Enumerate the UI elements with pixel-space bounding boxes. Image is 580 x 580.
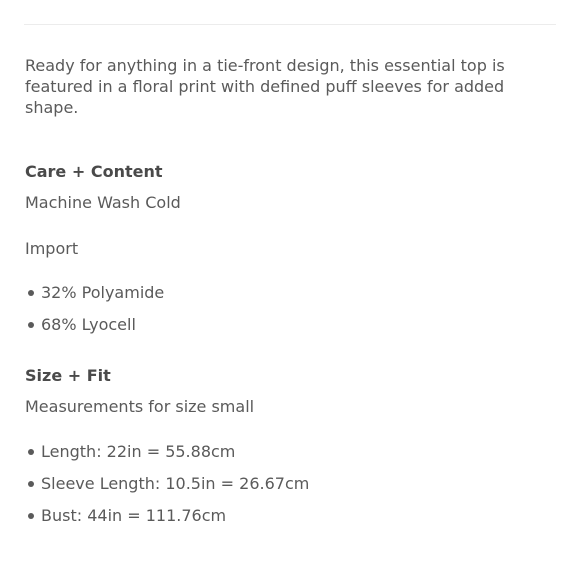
product-description: Ready for anything in a tie-front design, this essential top is featured in a floral print with defined puff sleeves for added shape. [25,56,505,117]
care-wash-instruction: Machine Wash Cold [25,193,181,212]
list-item: 68% Lyocell [25,315,555,335]
care-content-heading: Care + Content [25,162,163,181]
list-item: Length: 22in = 55.88cm [25,442,555,462]
care-origin: Import [25,239,79,258]
materials-list [25,283,555,335]
top-divider [24,24,556,25]
list-item: Bust: 44in = 111.76cm [25,506,555,526]
product-details [25,55,555,526]
size-fit-heading: Size + Fit [25,366,111,385]
measurements-list [25,442,555,526]
size-measurement-note: Measurements for size small [25,397,255,416]
list-item: 32% Polyamide [25,283,555,303]
list-item: Sleeve Length: 10.5in = 26.67cm [25,474,555,494]
